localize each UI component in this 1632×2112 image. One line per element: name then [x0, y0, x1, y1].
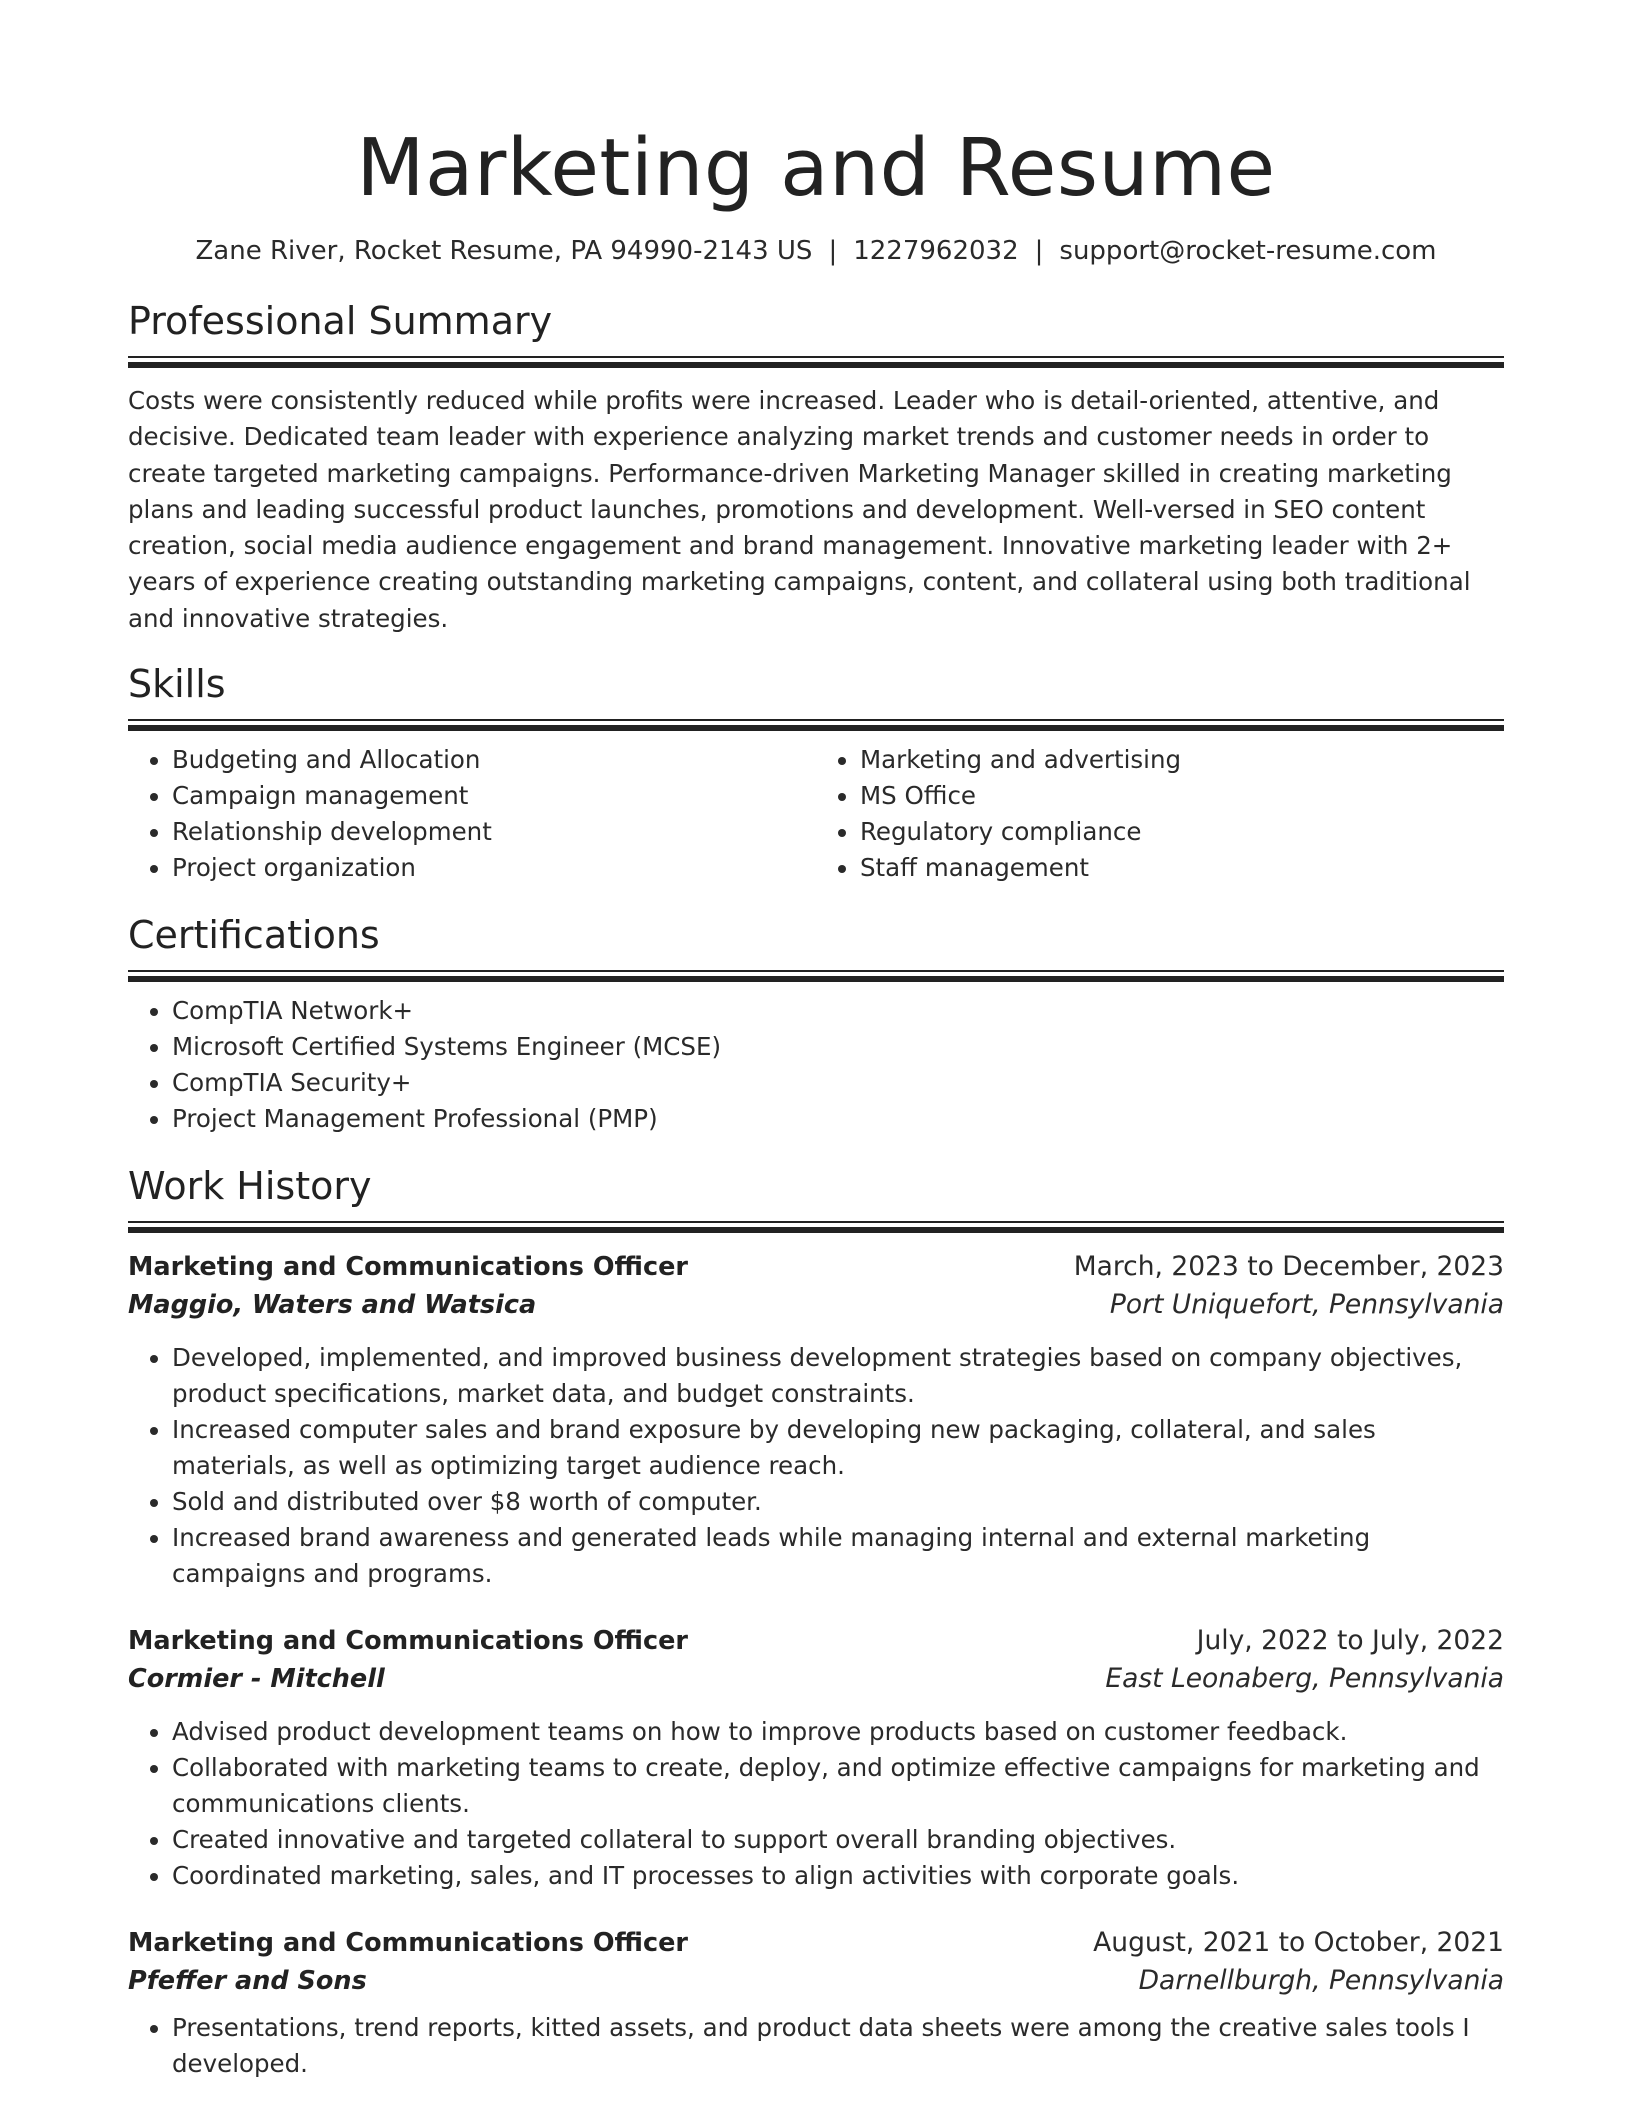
job-title: Marketing and Communications Officer	[128, 1928, 688, 1959]
skill-item: • Budgeting and Allocation	[172, 742, 816, 778]
job-company-row	[128, 1660, 1504, 1698]
skills-column-left	[128, 742, 816, 886]
skill-item: • Relationship development	[172, 814, 816, 850]
skills-column-right	[816, 742, 1504, 886]
job-company: Pfeffer and Sons	[128, 1966, 367, 1997]
job-bullet: • Sold and distributed over $8 worth of computer.	[172, 1484, 1504, 1520]
job-entry	[128, 1248, 1504, 1592]
job-location: Port Uniquefort, Pennsylvania	[1109, 1289, 1504, 1321]
job-company-row	[128, 1286, 1504, 1324]
section-title-certifications: Certifications	[128, 913, 380, 958]
job-bullet: • Created innovative and targeted collateral to support overall branding objectives.	[172, 1822, 1504, 1858]
certification-item: • Project Management Professional (PMP)	[172, 1101, 1504, 1137]
job-dates: July, 2022 to July, 2022	[1196, 1625, 1504, 1657]
contact-separator: |	[828, 236, 838, 266]
job-bullet: • Developed, implemented, and improved business development strategies based on company objectives, product specifications, market data, and budget constraints.	[172, 1340, 1504, 1412]
skills-columns	[128, 742, 1504, 886]
contact-line	[128, 234, 1504, 268]
resume-header	[128, 0, 1504, 268]
job-company: Cormier - Mitchell	[128, 1664, 385, 1695]
contact-email: support@rocket-resume.com	[1059, 236, 1437, 266]
skill-item: • MS Office	[860, 778, 1504, 814]
job-company-row	[128, 1962, 1504, 2000]
certification-item: • CompTIA Security+	[172, 1065, 1504, 1101]
work-history-section	[128, 1163, 1504, 2082]
skills-section	[128, 661, 1504, 886]
job-bullet: • Coordinated marketing, sales, and IT processes to align activities with corporate goals.	[172, 1858, 1504, 1894]
job-bullet: • Advised product development teams on how to improve products based on customer feedback.	[172, 1714, 1504, 1750]
skill-item: • Project organization	[172, 850, 816, 886]
skill-item: • Staff management	[860, 850, 1504, 886]
certification-item: • Microsoft Certified Systems Engineer (MCSE)	[172, 1029, 1504, 1065]
job-company: Maggio, Waters and Watsica	[128, 1290, 537, 1321]
job-location: East Leonaberg, Pennsylvania	[1105, 1663, 1504, 1695]
job-header-row	[128, 1248, 1504, 1286]
skill-item: • Campaign management	[172, 778, 816, 814]
section-divider	[128, 970, 1504, 983]
section-title-work-history: Work History	[128, 1164, 372, 1209]
section-divider	[128, 356, 1504, 369]
section-title-summary: Professional Summary	[128, 299, 553, 343]
skill-item: • Marketing and advertising	[860, 742, 1504, 778]
section-divider	[128, 719, 1504, 732]
contact-phone: 1227962032	[853, 236, 1019, 266]
job-entry	[128, 1622, 1504, 1894]
certifications-section	[128, 912, 1504, 1137]
job-title: Marketing and Communications Officer	[128, 1252, 688, 1283]
contact-separator: |	[1034, 236, 1044, 266]
certification-item: • CompTIA Network+	[172, 993, 1504, 1029]
summary-text: Costs were consistently reduced while profits were increased. Leader who is detail-oriented, attentive, and decisive. Dedicated team leader with experience analyzing market trends and customer needs in order to create targeted marketing campaigns. Performance-driven Marketing Manager skilled in creating marketing plans and leading successful product launches, promotions and development. Well-versed in SEO content creation, social media audience engagement and brand management. Innovative marketing leader with 2+ years of experience creating outstanding marketing campaigns, content, and collateral using both traditional and innovative strategies.	[128, 386, 1471, 633]
job-title: Marketing and Communications Officer	[128, 1626, 688, 1657]
job-bullet: • Increased brand awareness and generated leads while managing internal and external marketing campaigns and programs.	[172, 1520, 1504, 1592]
section-title-skills: Skills	[128, 662, 226, 707]
job-header-row	[128, 1622, 1504, 1660]
skill-item: • Regulatory compliance	[860, 814, 1504, 850]
job-location: Darnellburgh, Pennsylvania	[1138, 1965, 1504, 1997]
job-dates: March, 2023 to December, 2023	[1073, 1251, 1504, 1283]
section-divider	[128, 1221, 1504, 1234]
resume-name: Marketing and Resume	[356, 122, 1276, 214]
summary-section	[128, 298, 1504, 637]
job-bullet: • Presentations, trend reports, kitted assets, and product data sheets were among the creative sales tools I developed.	[172, 2010, 1504, 2082]
job-bullet: • Collaborated with marketing teams to create, deploy, and optimize effective campaigns for marketing and communications clients.	[172, 1750, 1504, 1822]
contact-address: Zane River, Rocket Resume, PA 94990-2143 US	[195, 236, 813, 266]
job-bullet: • Increased computer sales and brand exposure by developing new packaging, collateral, and sales materials, as well as optimizing target audience reach.	[172, 1412, 1504, 1484]
job-dates: August, 2021 to October, 2021	[1093, 1927, 1504, 1959]
job-header-row	[128, 1924, 1504, 1962]
job-entry	[128, 1924, 1504, 2082]
